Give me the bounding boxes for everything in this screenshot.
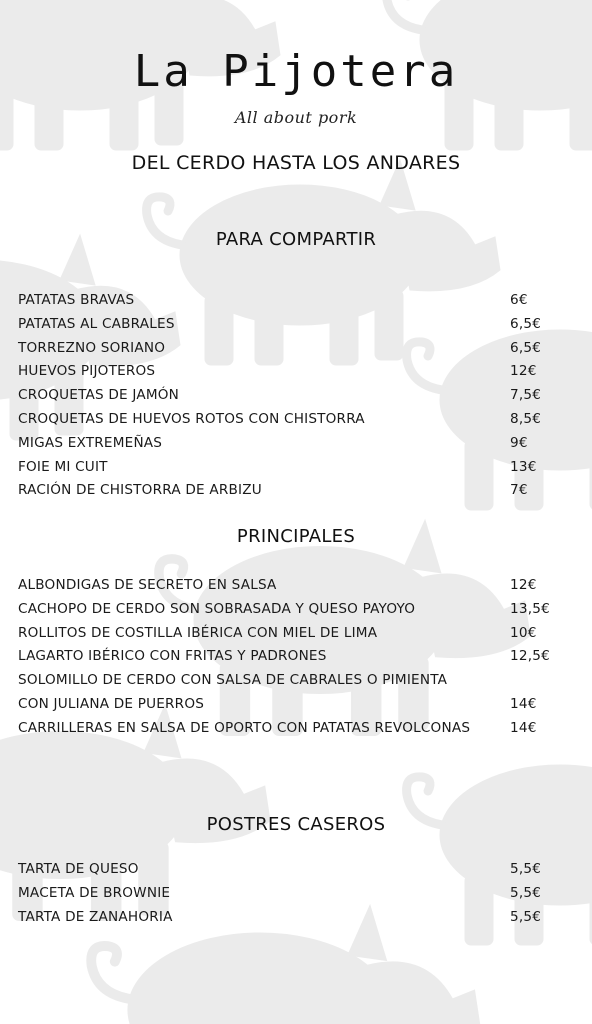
item-name: PATATAS BRAVAS bbox=[18, 292, 135, 308]
item-name: TARTA DE ZANAHORIA bbox=[18, 908, 173, 925]
item-name: CROQUETAS DE JAMÓN bbox=[18, 387, 180, 404]
item-price: 5,5€ bbox=[510, 884, 542, 901]
item-name: RACIÓN DE CHISTORRA DE ARBIZU bbox=[18, 482, 262, 499]
item-price: 6,5€ bbox=[510, 315, 542, 332]
item-price: 10€ bbox=[510, 624, 537, 641]
menu-item bbox=[18, 574, 578, 598]
item-name: SOLOMILLO DE CERDO CON SALSA DE CABRALES O PIMIENTA bbox=[18, 672, 448, 689]
item-price: 7€ bbox=[510, 482, 528, 499]
menu-item bbox=[18, 858, 578, 882]
menu-item bbox=[18, 906, 578, 930]
menu-item bbox=[18, 456, 578, 480]
section-title-postres-caseros: POSTRES CASEROS bbox=[206, 814, 386, 835]
menu-item bbox=[18, 337, 578, 361]
section-items-principales bbox=[18, 574, 578, 741]
item-price: 14€ bbox=[510, 695, 537, 712]
item-name: CACHOPO DE CERDO SON SOBRASADA Y QUESO PAYOYO bbox=[18, 600, 416, 617]
menu-item bbox=[18, 384, 578, 408]
item-price: 7,5€ bbox=[510, 387, 542, 404]
menu-item bbox=[18, 408, 578, 432]
item-name: ALBONDIGAS DE SECRETO EN SALSA bbox=[18, 577, 277, 593]
item-price: 13,5€ bbox=[510, 600, 550, 617]
item-price: 14€ bbox=[510, 719, 537, 736]
item-name: CROQUETAS DE HUEVOS ROTOS CON CHISTORRA bbox=[18, 410, 365, 427]
item-name: MACETA DE BROWNIE bbox=[18, 884, 171, 901]
menu-item bbox=[18, 622, 578, 646]
item-price: 5,5€ bbox=[510, 908, 542, 925]
menu-item bbox=[18, 313, 578, 337]
item-price: 12,5€ bbox=[510, 648, 550, 665]
menu-item bbox=[18, 432, 578, 456]
item-price: 12€ bbox=[510, 363, 537, 380]
item-price: 9€ bbox=[510, 434, 528, 451]
item-price: 13€ bbox=[510, 458, 537, 475]
section-items-para-compartir bbox=[18, 289, 578, 503]
item-name: CON JULIANA DE PUERROS bbox=[18, 695, 205, 712]
item-name: MIGAS EXTREMEÑAS bbox=[18, 434, 163, 451]
item-name: LAGARTO IBÉRICO CON FRITAS Y PADRONES bbox=[18, 648, 327, 665]
restaurant-name: La Pijotera bbox=[133, 46, 459, 97]
item-name: ROLLITOS DE COSTILLA IBÉRICA CON MIEL DE LIMA bbox=[18, 624, 378, 641]
section-title-principales: PRINCIPALES bbox=[236, 526, 356, 547]
item-name: PATATAS AL CABRALES bbox=[18, 315, 175, 332]
item-price: 12€ bbox=[510, 577, 537, 593]
item-name: TORREZNO SORIANO bbox=[18, 339, 166, 356]
item-name: FOIE MI CUIT bbox=[18, 458, 108, 475]
menu-item bbox=[18, 693, 578, 717]
menu-subtitle: DEL CERDO HASTA LOS ANDARES bbox=[131, 152, 461, 174]
tagline: All about pork bbox=[234, 108, 358, 127]
item-name: CARRILLERAS EN SALSA DE OPORTO CON PATATAS REVOLCONAS bbox=[18, 719, 471, 736]
section-items-postres-caseros bbox=[18, 858, 578, 929]
item-name: TARTA DE QUESO bbox=[18, 861, 139, 877]
item-price: 5,5€ bbox=[510, 861, 542, 877]
menu-item bbox=[18, 717, 578, 741]
item-name: HUEVOS PIJOTEROS bbox=[18, 363, 156, 380]
item-price: 8,5€ bbox=[510, 410, 542, 427]
item-price: 6€ bbox=[510, 292, 528, 308]
menu-item bbox=[18, 645, 578, 669]
section-title-para-compartir: PARA COMPARTIR bbox=[215, 229, 377, 250]
menu-item bbox=[18, 669, 578, 693]
menu-item bbox=[18, 360, 578, 384]
menu-item bbox=[18, 598, 578, 622]
menu-item bbox=[18, 882, 578, 906]
menu-item bbox=[18, 479, 578, 503]
menu-item bbox=[18, 289, 578, 313]
item-price: 6,5€ bbox=[510, 339, 542, 356]
